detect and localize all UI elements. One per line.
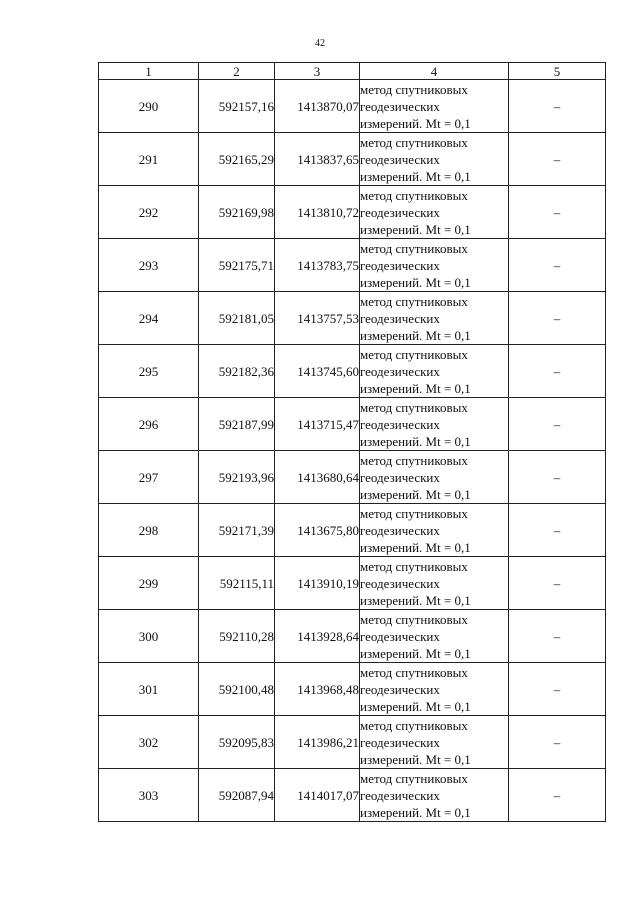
- x-coordinate-cell: 592110,28: [199, 610, 275, 663]
- x-coordinate-cell: 592193,96: [199, 451, 275, 504]
- method-cell: [360, 451, 509, 504]
- x-coordinate-cell: 592100,48: [199, 663, 275, 716]
- point-number-cell: 295: [99, 345, 199, 398]
- method-line: измерений. Mt = 0,1: [360, 645, 471, 661]
- method-line: метод спутниковых: [360, 611, 468, 627]
- method-line: измерений. Mt = 0,1: [360, 115, 471, 131]
- note-cell: –: [509, 239, 606, 292]
- method-line: метод спутниковых: [360, 717, 468, 733]
- x-coordinate-cell: 592165,29: [199, 133, 275, 186]
- y-coordinate-cell: 1413680,64: [275, 451, 360, 504]
- y-coordinate-cell: 1413870,07: [275, 80, 360, 133]
- method-line: измерений. Mt = 0,1: [360, 168, 471, 184]
- method-line: метод спутниковых: [360, 664, 468, 680]
- note-cell: –: [509, 133, 606, 186]
- point-number-cell: 293: [99, 239, 199, 292]
- method-line: геодезических: [360, 681, 440, 697]
- note-cell: –: [509, 504, 606, 557]
- method-cell: [360, 133, 509, 186]
- method-line: измерений. Mt = 0,1: [360, 274, 471, 290]
- method-line: геодезических: [360, 204, 440, 220]
- method-line: геодезических: [360, 787, 440, 803]
- table-row: [99, 663, 606, 716]
- point-number-cell: 298: [99, 504, 199, 557]
- point-number-cell: 296: [99, 398, 199, 451]
- method-line: измерений. Mt = 0,1: [360, 539, 471, 555]
- method-line: измерений. Mt = 0,1: [360, 804, 471, 820]
- table-row: [99, 716, 606, 769]
- note-cell: –: [509, 186, 606, 239]
- method-line: метод спутниковых: [360, 187, 468, 203]
- method-line: геодезических: [360, 628, 440, 644]
- table-row: [99, 80, 606, 133]
- method-line: метод спутниковых: [360, 240, 468, 256]
- note-cell: –: [509, 80, 606, 133]
- x-coordinate-cell: 592115,11: [199, 557, 275, 610]
- method-line: метод спутниковых: [360, 134, 468, 150]
- note-cell: –: [509, 769, 606, 822]
- header-col-2: 2: [199, 63, 275, 80]
- y-coordinate-cell: 1414017,07: [275, 769, 360, 822]
- note-cell: –: [509, 557, 606, 610]
- y-coordinate-cell: 1413837,65: [275, 133, 360, 186]
- y-coordinate-cell: 1413810,72: [275, 186, 360, 239]
- note-cell: –: [509, 292, 606, 345]
- method-line: измерений. Mt = 0,1: [360, 380, 471, 396]
- point-number-cell: 302: [99, 716, 199, 769]
- y-coordinate-cell: 1413715,47: [275, 398, 360, 451]
- table-row: [99, 769, 606, 822]
- x-coordinate-cell: 592169,98: [199, 186, 275, 239]
- method-line: метод спутниковых: [360, 293, 468, 309]
- method-line: геодезических: [360, 310, 440, 326]
- method-cell: [360, 663, 509, 716]
- y-coordinate-cell: 1413968,48: [275, 663, 360, 716]
- table-row: [99, 610, 606, 663]
- method-line: измерений. Mt = 0,1: [360, 327, 471, 343]
- method-cell: [360, 80, 509, 133]
- method-line: метод спутниковых: [360, 558, 468, 574]
- y-coordinate-cell: 1413745,60: [275, 345, 360, 398]
- method-cell: [360, 716, 509, 769]
- note-cell: –: [509, 398, 606, 451]
- method-line: геодезических: [360, 98, 440, 114]
- point-number-cell: 299: [99, 557, 199, 610]
- table-row: [99, 504, 606, 557]
- point-number-cell: 292: [99, 186, 199, 239]
- method-line: геодезических: [360, 363, 440, 379]
- x-coordinate-cell: 592157,16: [199, 80, 275, 133]
- table-row: [99, 451, 606, 504]
- page-number: 42: [315, 38, 325, 49]
- y-coordinate-cell: 1413757,53: [275, 292, 360, 345]
- x-coordinate-cell: 592187,99: [199, 398, 275, 451]
- note-cell: –: [509, 610, 606, 663]
- method-line: метод спутниковых: [360, 399, 468, 415]
- y-coordinate-cell: 1413928,64: [275, 610, 360, 663]
- x-coordinate-cell: 592175,71: [199, 239, 275, 292]
- method-line: метод спутниковых: [360, 81, 468, 97]
- point-number-cell: 294: [99, 292, 199, 345]
- table-header: [99, 63, 606, 80]
- table-row: [99, 345, 606, 398]
- method-line: метод спутниковых: [360, 505, 468, 521]
- table-row: [99, 239, 606, 292]
- point-number-cell: 301: [99, 663, 199, 716]
- coordinates-table: [98, 62, 606, 822]
- header-col-3: 3: [275, 63, 360, 80]
- method-cell: [360, 769, 509, 822]
- method-cell: [360, 292, 509, 345]
- x-coordinate-cell: 592095,83: [199, 716, 275, 769]
- method-cell: [360, 398, 509, 451]
- table-row: [99, 133, 606, 186]
- x-coordinate-cell: 592171,39: [199, 504, 275, 557]
- method-line: измерений. Mt = 0,1: [360, 433, 471, 449]
- point-number-cell: 300: [99, 610, 199, 663]
- y-coordinate-cell: 1413986,21: [275, 716, 360, 769]
- note-cell: –: [509, 663, 606, 716]
- point-number-cell: 303: [99, 769, 199, 822]
- header-col-1: 1: [99, 63, 199, 80]
- method-line: геодезических: [360, 257, 440, 273]
- note-cell: –: [509, 345, 606, 398]
- method-line: метод спутниковых: [360, 770, 468, 786]
- table-body: [99, 80, 606, 822]
- point-number-cell: 291: [99, 133, 199, 186]
- method-line: измерений. Mt = 0,1: [360, 698, 471, 714]
- table-row: [99, 186, 606, 239]
- method-line: метод спутниковых: [360, 346, 468, 362]
- method-line: геодезических: [360, 469, 440, 485]
- header-col-4: 4: [360, 63, 509, 80]
- y-coordinate-cell: 1413783,75: [275, 239, 360, 292]
- point-number-cell: 297: [99, 451, 199, 504]
- header-row: [99, 63, 606, 80]
- note-cell: –: [509, 716, 606, 769]
- method-cell: [360, 239, 509, 292]
- method-line: геодезических: [360, 522, 440, 538]
- method-line: геодезических: [360, 575, 440, 591]
- table-row: [99, 398, 606, 451]
- y-coordinate-cell: 1413675,80: [275, 504, 360, 557]
- x-coordinate-cell: 592087,94: [199, 769, 275, 822]
- method-line: измерений. Mt = 0,1: [360, 592, 471, 608]
- y-coordinate-cell: 1413910,19: [275, 557, 360, 610]
- method-line: измерений. Mt = 0,1: [360, 751, 471, 767]
- method-line: измерений. Mt = 0,1: [360, 486, 471, 502]
- method-cell: [360, 345, 509, 398]
- note-cell: –: [509, 451, 606, 504]
- method-cell: [360, 504, 509, 557]
- x-coordinate-cell: 592181,05: [199, 292, 275, 345]
- x-coordinate-cell: 592182,36: [199, 345, 275, 398]
- point-number-cell: 290: [99, 80, 199, 133]
- method-line: геодезических: [360, 734, 440, 750]
- method-line: метод спутниковых: [360, 452, 468, 468]
- method-line: геодезических: [360, 416, 440, 432]
- header-col-5: 5: [509, 63, 606, 80]
- table-row: [99, 292, 606, 345]
- method-line: геодезических: [360, 151, 440, 167]
- method-line: измерений. Mt = 0,1: [360, 221, 471, 237]
- table-row: [99, 557, 606, 610]
- method-cell: [360, 186, 509, 239]
- method-cell: [360, 610, 509, 663]
- method-cell: [360, 557, 509, 610]
